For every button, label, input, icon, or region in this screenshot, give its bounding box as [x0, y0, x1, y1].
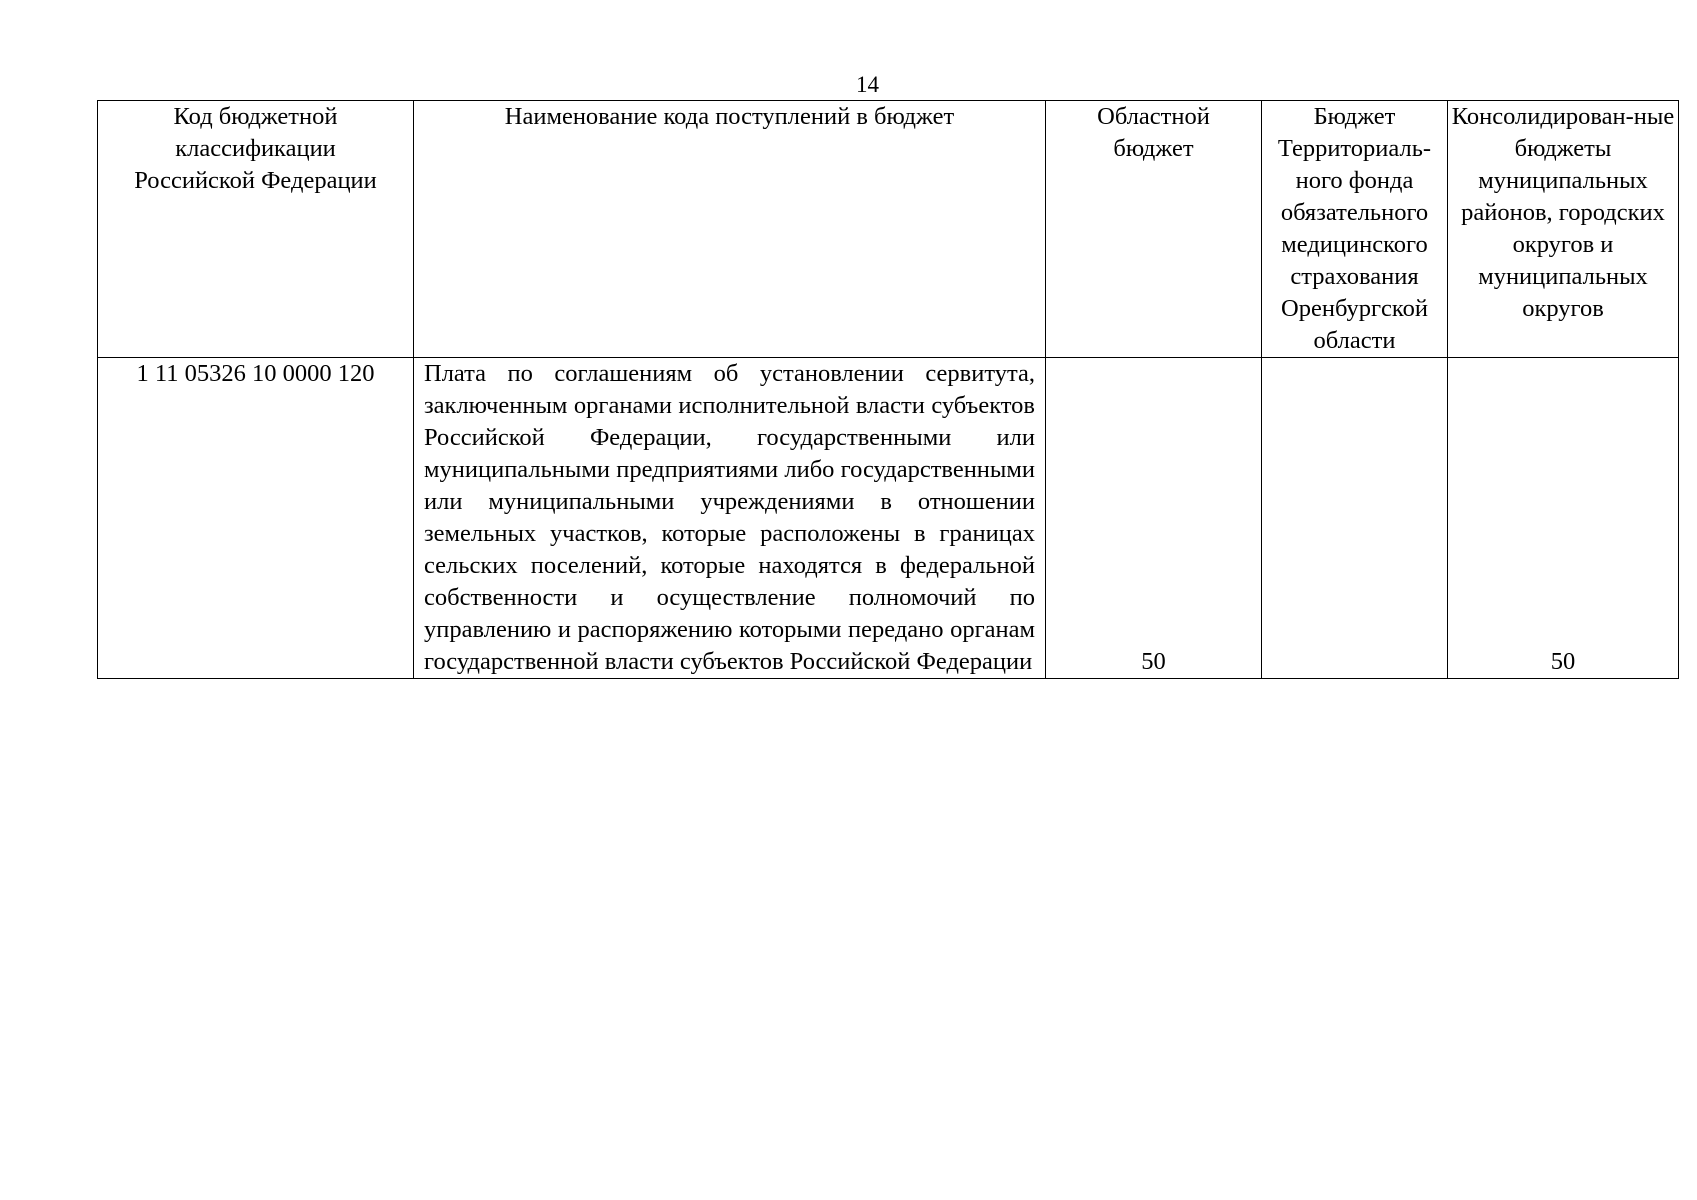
- header-tfoms-budget: Бюджет Территориаль-ного фонда обязательного медицинского страхования Оренбургской области: [1262, 101, 1448, 358]
- table-header-row: [98, 101, 1679, 358]
- row-regional-value: 50: [1046, 358, 1262, 679]
- header-name: Наименование кода поступлений в бюджет: [414, 101, 1046, 358]
- row-tfoms-value: [1262, 358, 1448, 679]
- header-regional-budget: Областной бюджет: [1046, 101, 1262, 358]
- row-name: Плата по соглашениям об установлении сервитута, заключенным органами исполнительной власти субъектов Российской Федерации, государственными или муниципальными предприятиями либо государственными или муниципальными учреждениями в отношении земельных участков, которые расположены в границах сельских поселений, которые находятся в федеральной собственности и осуществление полномочий по управлению и распоряжению которыми передано органам государственной власти субъектов Российской Федерации: [414, 358, 1046, 679]
- table-row: [98, 358, 1679, 679]
- header-code: Код бюджетной классификации Российской Федерации: [98, 101, 414, 358]
- row-code: 1 11 05326 10 0000 120: [98, 358, 414, 679]
- budget-revenue-table: [97, 100, 1679, 679]
- page-number: 14: [856, 72, 879, 97]
- header-consolidated-budgets: Консолидирован-ные бюджеты муниципальных районов, городских округов и муниципальных округов: [1448, 101, 1679, 358]
- row-consolidated-value: 50: [1448, 358, 1679, 679]
